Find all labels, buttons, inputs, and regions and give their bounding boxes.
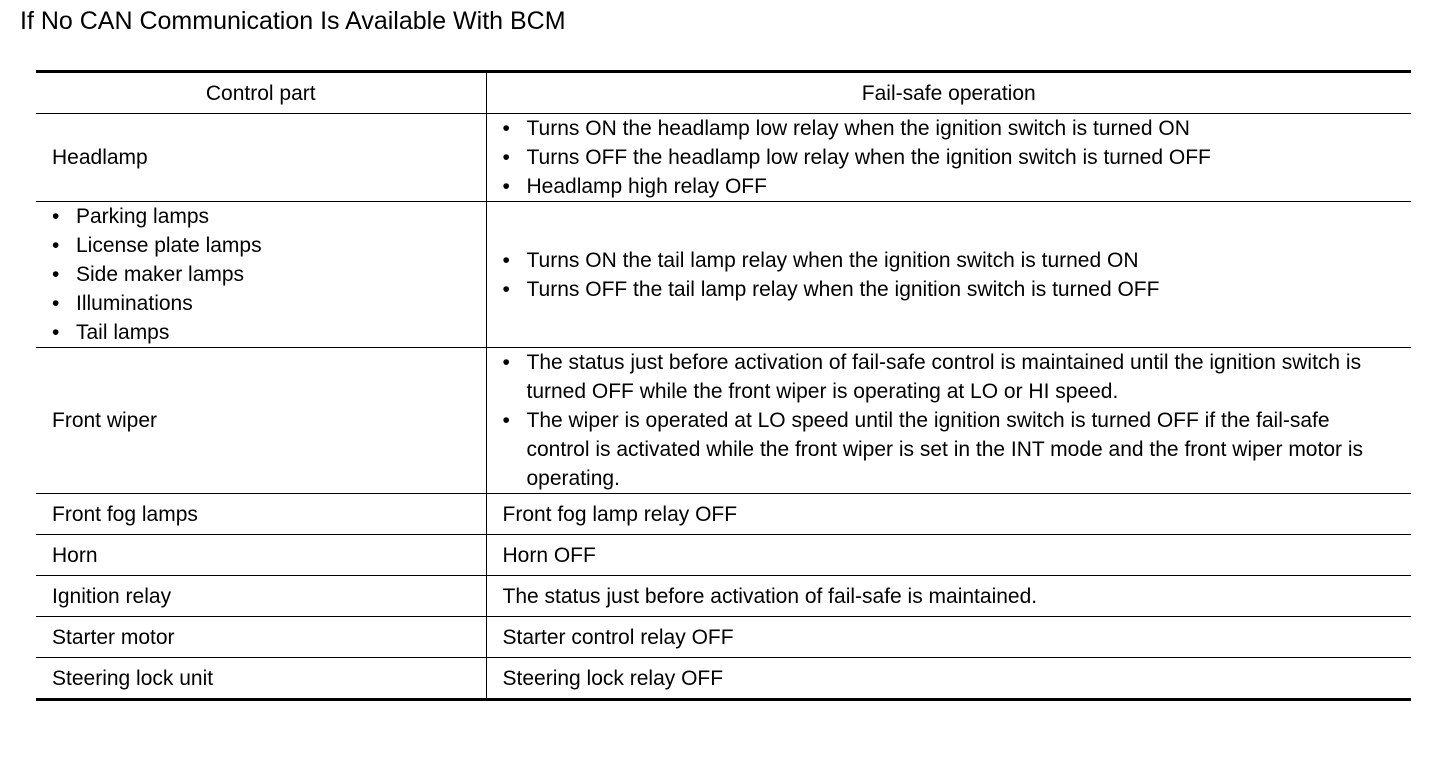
fail-safe-operation-cell: Horn OFF [486,535,1411,576]
control-part-item: • Side maker lamps [52,260,472,289]
table-row-steering-lock-unit [36,658,1411,700]
control-part-item: • License plate lamps [52,231,472,260]
control-part-label: Headlamp [52,146,148,169]
table-row-lamps [36,202,1411,348]
fail-safe-operation-cell: Front fog lamp relay OFF [486,494,1411,535]
operation-item: • The wiper is operated at LO speed until the ignition switch is turned OFF if the fail-safe control is activated while the front wiper is set in the INT mode and the front wiper motor is operating. [503,406,1398,493]
control-part-list [52,202,472,347]
operation-list [503,246,1398,304]
control-part-cell [36,114,486,202]
table-row-front-fog-lamps [36,494,1411,535]
page-title: If No CAN Communication Is Available With BCM [20,7,566,35]
fail-safe-operation-cell: The status just before activation of fail-safe is maintained. [486,576,1411,617]
table-row-headlamp [36,114,1411,202]
column-header-control-part: Control part [36,72,486,114]
operation-list [503,348,1398,493]
table-row-ignition-relay [36,576,1411,617]
fail-safe-table [36,70,1411,701]
operation-item: • Turns OFF the tail lamp relay when the ignition switch is turned OFF [503,275,1398,304]
control-part-item: • Illuminations [52,289,472,318]
control-part-item: • Parking lamps [52,202,472,231]
control-part-label: Front wiper [52,409,158,432]
column-header-fail-safe-operation: Fail-safe operation [486,72,1411,114]
control-part-cell: Horn [36,535,486,576]
operation-item: • Turns ON the tail lamp relay when the ignition switch is turned ON [503,246,1398,275]
table-row-starter-motor [36,617,1411,658]
table-row-horn [36,535,1411,576]
control-part-item: • Tail lamps [52,318,472,347]
operation-list [503,114,1398,201]
control-part-cell [36,202,486,348]
operation-item: • Turns OFF the headlamp low relay when the ignition switch is turned OFF [503,143,1398,172]
fail-safe-operation-cell: Starter control relay OFF [486,617,1411,658]
control-part-cell: Steering lock unit [36,658,486,700]
table-header-row [36,72,1411,114]
operation-item: • The status just before activation of fail-safe control is maintained until the ignition switch is turned OFF while the front wiper is operating at LO or HI speed. [503,348,1398,406]
operation-item: • Headlamp high relay OFF [503,172,1398,201]
fail-safe-operation-cell [486,202,1411,348]
control-part-cell: Ignition relay [36,576,486,617]
fail-safe-operation-cell [486,348,1411,494]
control-part-cell: Starter motor [36,617,486,658]
table-row-front-wiper [36,348,1411,494]
fail-safe-operation-cell [486,114,1411,202]
control-part-cell [36,348,486,494]
fail-safe-operation-cell: Steering lock relay OFF [486,658,1411,700]
control-part-cell: Front fog lamps [36,494,486,535]
operation-item: • Turns ON the headlamp low relay when the ignition switch is turned ON [503,114,1398,143]
